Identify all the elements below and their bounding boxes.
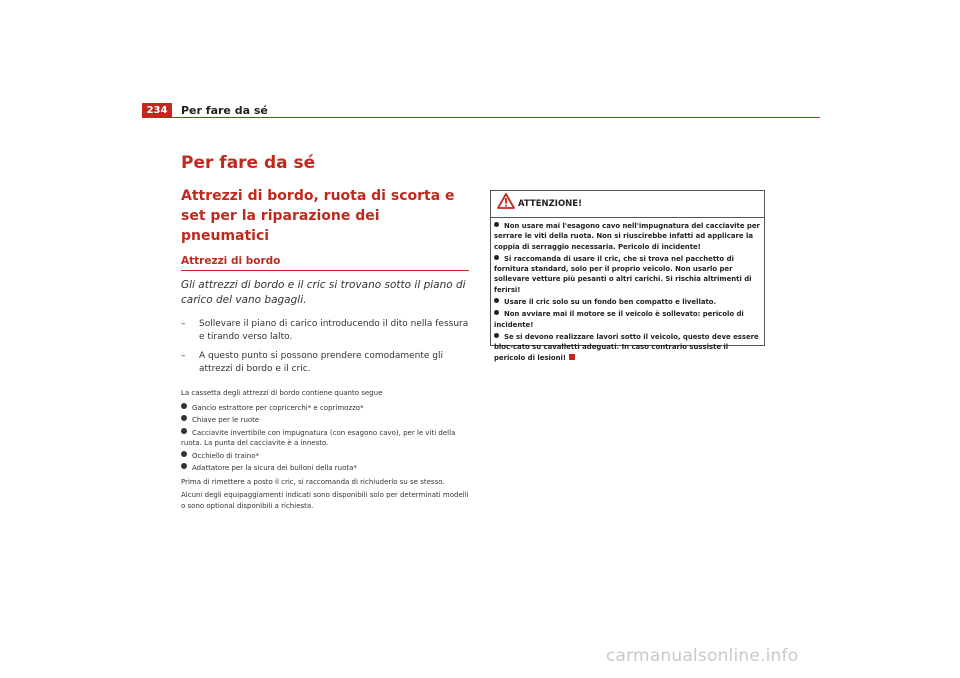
dash-marker: – xyxy=(181,351,186,361)
bullet-icon xyxy=(494,310,499,315)
warning-title: ATTENZIONE! xyxy=(518,199,582,209)
warning-body xyxy=(491,217,764,365)
bullet-icon xyxy=(494,222,499,227)
chapter-title: Attrezzi di bordo, ruota di scorta e set per la riparazione dei pneumatici xyxy=(181,188,455,244)
warning-item xyxy=(494,297,761,307)
list-item-text: Chiave per le ruote xyxy=(192,416,260,424)
warning-header xyxy=(491,191,764,217)
warning-item xyxy=(494,254,761,295)
warning-item-text: Si raccomanda di usare il cric, che si trova nel pacchetto di fornitura standard, solo per il proprio veicolo. Non usarlo per sollevare vetture più pesanti o altri carichi. Si rischia altrimenti di ferirsi! xyxy=(494,254,752,294)
warning-item-text: Usare il cric solo su un fondo ben compatto e livellato. xyxy=(504,298,717,307)
bullet-icon xyxy=(181,451,187,457)
bullet-icon xyxy=(181,415,187,421)
page-number: 234 xyxy=(142,103,172,118)
list-item xyxy=(181,451,469,462)
section-title: Per fare da sé xyxy=(181,153,316,173)
list-item-text: Occhiello di traino* xyxy=(192,451,259,460)
bullet-icon xyxy=(494,255,499,260)
warning-item xyxy=(494,332,761,363)
list-item-text: Adattatore per la sicura dei bulloni della ruota* xyxy=(192,464,357,472)
bullet-icon xyxy=(181,403,187,409)
step-text: Sollevare il piano di carico introducendo il dito nella fessura e tirando verso lalto. xyxy=(199,319,469,342)
warning-box xyxy=(490,190,765,362)
bullet-icon xyxy=(494,298,499,303)
dash-marker: – xyxy=(181,319,186,329)
list-item-text: Gancio estrattore per copricerchi* e coprimozzo* xyxy=(192,403,364,412)
watermark: carmanualsonline.info xyxy=(606,646,799,666)
step-item xyxy=(181,318,469,344)
list-item xyxy=(181,428,469,449)
note-paragraph: Prima di rimettere a posto il cric, si raccomanda di richiuderlo su se stesso. xyxy=(181,477,445,486)
left-column xyxy=(181,152,469,514)
warning-triangle-icon xyxy=(497,193,515,209)
running-title: Per fare da sé xyxy=(181,104,268,117)
toolbox-intro: La cassetta degli attrezzi di bordo contiene quanto segue xyxy=(181,389,383,397)
bullet-icon xyxy=(181,463,187,469)
step-text: A questo punto si possono prendere comodamente gli attrezzi di bordo e il cric. xyxy=(199,351,444,374)
step-item xyxy=(181,350,469,376)
warning-item-text: Non usare mai l'esagono cavo nell'impugnatura del cacciavite per serrare le viti della ruota. Non si riuscirebbe infatti ad applicare la coppia di serraggio necessaria. Pericolo di incidente! xyxy=(494,222,760,251)
warning-item-text: Se si devono realizzare lavori sotto il veicolo, questo deve essere bloc-cato su cavalletti adeguati. In caso contrario sussiste il pericolo di lesioni! xyxy=(494,332,759,362)
list-item-text: Cacciavite invertibile con impugnatura (con esagono cavo), per le viti della ruota. La punta del cacciavite è a innesto. xyxy=(181,428,456,447)
warning-item xyxy=(494,309,761,330)
end-of-section-icon xyxy=(569,354,575,360)
subsection-title: Attrezzi di bordo xyxy=(181,254,469,271)
toolbox-section xyxy=(181,388,469,511)
warning-item xyxy=(494,221,761,252)
bullet-icon xyxy=(494,333,499,338)
list-item xyxy=(181,403,469,414)
note-paragraph: Alcuni degli equipaggiamenti indicati sono disponibili solo per determinati modelli o sono optional disponibili a richiesta. xyxy=(181,491,469,510)
bullet-icon xyxy=(181,428,187,434)
list-item xyxy=(181,415,469,426)
intro-text: Gli attrezzi di bordo e il cric si trovano sotto il piano di carico del vano bagagli. xyxy=(181,279,466,306)
list-item xyxy=(181,463,469,474)
warning-item-text: Non avviare mai il motore se il veicolo è sollevato: pericolo di incidente! xyxy=(494,310,744,329)
